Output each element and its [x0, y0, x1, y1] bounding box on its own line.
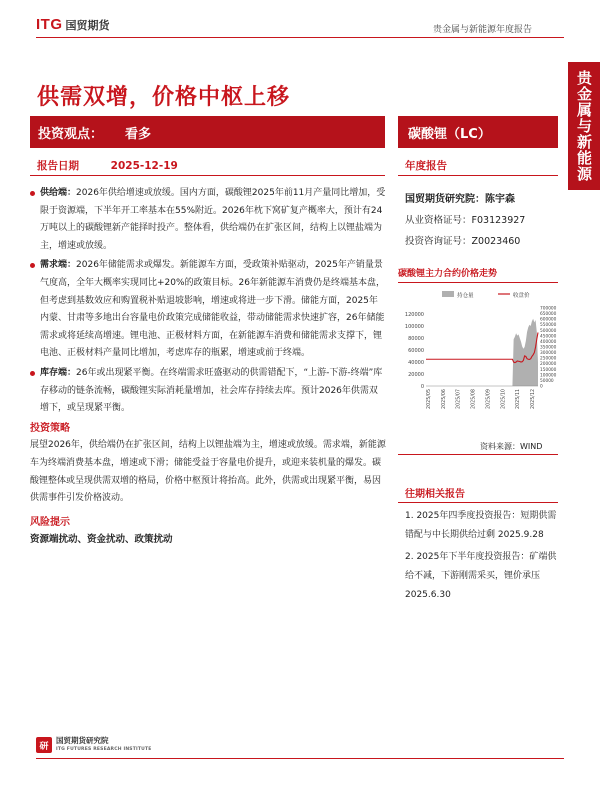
strategy-title: 投资策略 — [30, 422, 70, 434]
x-tick-label: 2025/12 — [531, 389, 536, 409]
supply-label: 供给端： — [40, 188, 77, 198]
body-text — [30, 185, 386, 551]
y-left-tick-label: 60000 — [408, 348, 424, 354]
y-right-tick-label: 300000 — [540, 351, 557, 357]
footer-seal-icon: 研 — [36, 737, 52, 753]
y-right-tick-label: 200000 — [540, 362, 557, 368]
header-divider — [36, 37, 564, 38]
y-left-tick-label: 0 — [420, 384, 424, 390]
price-chart-svg — [398, 286, 560, 436]
y-right-tick-label: 700000 — [540, 306, 557, 312]
y-right-tick-label: 400000 — [540, 339, 557, 345]
inventory-label: 库存端： — [40, 367, 77, 378]
analyst-info — [405, 190, 565, 247]
report-date-label: 报告日期 — [37, 160, 79, 172]
y-right-tick-label: 50000 — [540, 378, 554, 384]
legend-swatch-area — [442, 291, 454, 297]
y-left-tick-label: 120000 — [404, 312, 424, 318]
cert-label: 从业资格证号： — [405, 215, 472, 226]
legend-label-line: 收盘价 — [513, 293, 530, 299]
x-tick-label: 2025/07 — [456, 389, 462, 409]
side-category-tab: 贵金属与新能源 — [568, 62, 600, 190]
y-right-tick-label: 450000 — [540, 334, 557, 340]
y-right-tick-label: 150000 — [540, 367, 557, 373]
recent-reports-list — [405, 507, 561, 608]
footer-logo — [36, 736, 152, 754]
analyst-name: 国贸期货研究院：陈宇森 — [405, 194, 515, 205]
recent-report-item[interactable]: 1. 2025年四季度投资报告：短期供需错配与中长期供给过剩 2025.9.28 — [405, 511, 557, 540]
logo-itg: ITG — [36, 16, 63, 33]
y-right-tick-label: 600000 — [540, 317, 557, 323]
product-name: 碳酸锂（LC） — [408, 126, 491, 142]
chart-top-divider — [398, 282, 558, 283]
logo-cn: 国贸期货 — [65, 18, 110, 32]
x-tick-label: 2025/11 — [516, 389, 522, 409]
x-tick-label: 2025/10 — [501, 389, 507, 409]
company-logo — [36, 16, 110, 33]
footer-cn: 国贸期货研究院 — [56, 736, 109, 745]
x-tick-label: 2025/09 — [486, 389, 492, 409]
recent-reports-title: 往期相关报告 — [405, 489, 465, 500]
source-divider — [398, 454, 558, 455]
price-chart — [398, 286, 560, 436]
risk-text: 资源端扰动、资金扰动、政策扰动 — [30, 534, 173, 546]
area-series-holdings — [426, 319, 538, 386]
y-right-tick-label: 350000 — [540, 345, 557, 351]
report-date-value: 2025-12-19 — [110, 160, 178, 172]
view-value: 看多 — [125, 126, 152, 142]
y-right-tick-label: 100000 — [540, 373, 557, 379]
footer-institute — [56, 736, 152, 754]
y-right-tick-label: 0 — [540, 384, 543, 390]
legend-label-area: 持仓量 — [457, 293, 474, 299]
cert-value: F03123927 — [471, 215, 526, 226]
cert-row — [405, 212, 565, 226]
y-right-tick-label: 550000 — [540, 323, 557, 329]
demand-paragraph — [30, 257, 386, 363]
page-title: 供需双增，价格中枢上移 — [37, 85, 291, 110]
y-right-tick-label: 250000 — [540, 356, 557, 362]
recent-report-item[interactable]: 2. 2025年下半年度投资报告：矿端供给不减，下游刚需采买，锂价承压 2025.6.30 — [405, 552, 557, 600]
x-tick-label: 2025/06 — [441, 389, 447, 409]
header-report-type: 贵金属与新能源年度报告 — [432, 25, 532, 35]
consult-label: 投资咨询证号： — [405, 236, 472, 247]
report-date — [37, 158, 178, 173]
y-left-tick-label: 100000 — [404, 324, 424, 330]
date-divider — [30, 175, 385, 176]
annual-divider — [398, 175, 558, 176]
risk-title: 风险提示 — [30, 516, 70, 528]
footer-divider — [36, 758, 564, 759]
y-left-tick-label: 20000 — [408, 372, 424, 378]
y-left-tick-label: 40000 — [408, 360, 424, 366]
y-right-tick-label: 650000 — [540, 312, 557, 318]
strategy-text: 展望2026年，供给端仍在扩张区间，结构上以锂盐端为主，增速或放缓。需求端，新能源车为终端消费基本盘，增速或下滑；储能受益于容量电价提升，或迎来装机量的爆发。碳酸锂整体或呈现供需双增的格局，价格中枢预计将抬高。此外，供需或出现紧平衡，易因供需事件引发价格波动。 — [30, 440, 386, 504]
inventory-paragraph — [30, 365, 386, 418]
inventory-text: 26年或出现紧平衡。在终端需求旺盛驱动的供需错配下，“上游-下游-终端”库存移动的链条流畅，碳酸锂实际消耗量增加，社会库存持续去库。预计2026年供需双增下，或呈现紧平衡。 — [40, 367, 383, 414]
x-tick-label: 2025/05 — [427, 389, 432, 409]
demand-label: 需求端： — [40, 260, 77, 271]
product-bar — [398, 116, 558, 148]
demand-text: 2026年储能需求或爆发。新能源车方面，受政策补贴驱动，2025年产销量景气度高，全年大概率实现同比+20%的政策目标。26年新能源车消费仍是终端基本盘，但考虑到基数效应和购置税补贴退坡影响，增速或将进一步下滑。储能方面，2025年内蒙、甘肃等多地出台容量电价政策完成储能收益，带动储能需求快速扩容，26年储能需求或将延续高增速。锂电池、正极材料方面，在新能源车消费和储能需求支撑下，锂电池、正极材料产量同比增加，考虑库存的瓶累，增速或前于终端。 — [40, 260, 385, 359]
annual-report-label: 年度报告 — [405, 160, 447, 172]
investment-view-bar — [30, 116, 385, 148]
consult-row — [405, 233, 565, 247]
supply-text: 2026年供给增速或放缓。国内方面，碳酸锂2025年前11月产量同比增加，受限于资源端，下半年开工率基本在55%附近。2026年枕下窝矿复产概率大，预计有24万吨以上的碳酸锂新产能择时投产。整体看，供给端仍在扩张区间，结构上以锂盐端为主，增速或放缓。 — [40, 188, 386, 251]
chart-source: 资料来源：WIND — [480, 442, 543, 451]
x-tick-label: 2025/08 — [471, 389, 477, 409]
recent-divider — [398, 502, 558, 503]
page-header — [0, 0, 600, 44]
consult-value: Z0023460 — [471, 236, 521, 247]
y-right-tick-label: 500000 — [540, 328, 557, 334]
footer-en: ITG FUTURES RESEARCH INSTITUTE — [56, 747, 152, 752]
view-label: 投资观点： — [38, 126, 104, 142]
y-left-tick-label: 80000 — [408, 336, 424, 342]
supply-paragraph — [30, 185, 386, 255]
chart-title: 碳酸锂主力合约价格走势 — [398, 269, 498, 279]
